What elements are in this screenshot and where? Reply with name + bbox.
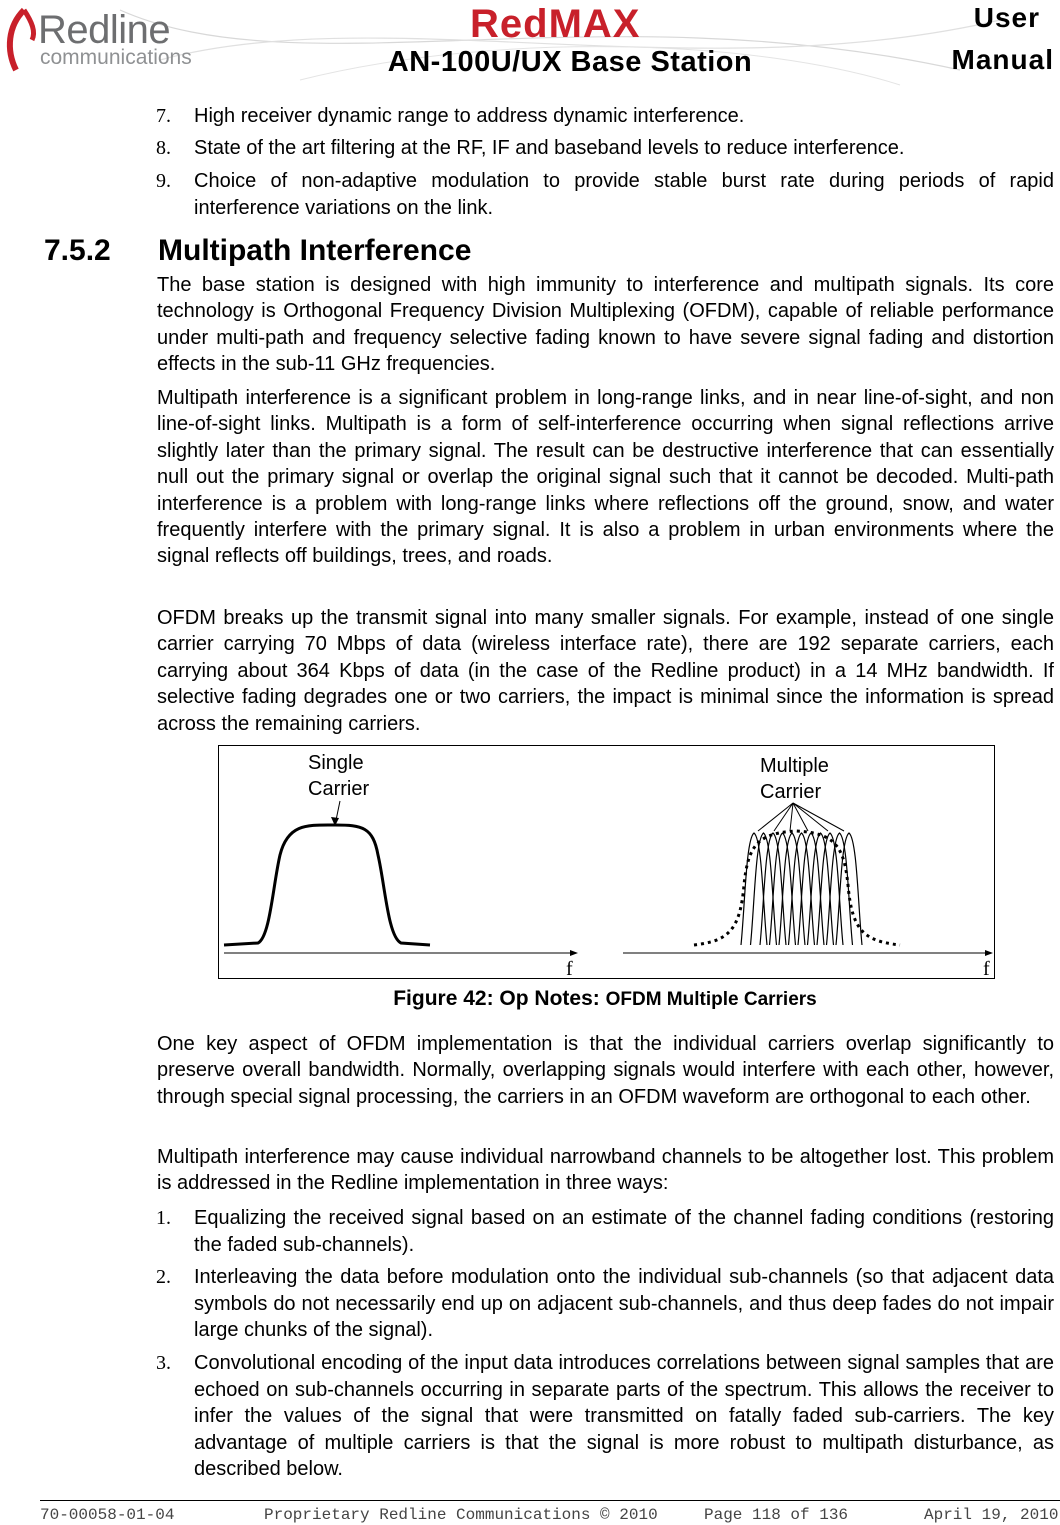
list-item [156, 1205, 1054, 1258]
body-paragraph: The base station is designed with high immunity to interference and multipath signals. Its core technology is Orthogonal Frequency Division Multiplexing (OFDM), capable of reliable performance under multi-path and frequency selective fading known to have severe signal fading and distortion effects in the sub-11 GHz frequencies. [157, 274, 1054, 376]
page-header [0, 0, 1060, 96]
section-number: 7.5.2 [44, 234, 111, 267]
list-text: Convolutional encoding of the input data introduces correlations between signal samples that are echoed on sub-channels occurring in separate parts of the spectrum. This allows the receiver to infer the values of the signal that were transmitted on fatally faded sub-carriers. The key advantage of multiple carriers is that the signal is more robust to multipath disturbance, as described below. [194, 1352, 1054, 1480]
single-carrier-label-1: Single [308, 752, 364, 774]
list-item [156, 135, 1054, 162]
redline-logo-mark-icon [2, 6, 42, 76]
right-axis-label: f [983, 958, 990, 979]
list-text: High receiver dynamic range to address dynamic interference. [194, 105, 745, 127]
body-paragraph: OFDM breaks up the transmit signal into many smaller signals. For example, instead of one single carrier carrying 70 Mbps of data (wireless interface rate), there are 192 separate carriers, each carrying about 364 Kbps of data (in the case of the Redline product) in a 14 MHz bandwidth. If selective fading degrades one or two carriers, the impact is minimal since the information is spread across the remaining carriers. [157, 607, 1054, 735]
list-text: Choice of non-adaptive modulation to provide stable burst rate during periods of rapid interference variations on the link. [194, 170, 1054, 219]
list-number: 9. [156, 170, 171, 192]
single-carrier-label-2: Carrier [308, 778, 370, 800]
body-paragraph: Multipath interference is a significant problem in long-range links, and in near line-of-sight, and non line-of-sight links. Multipath is a form of self-interference occurring when signal reflections arrive slightly later than the primary signal. The result can be destructive interference that can essentially null out the primary signal or overlap the original signal such that it cannot be decoded. Multi-path interference is a problem with long-range links where reflections off the ground, snow, and water frequently interfere with the primary signal. It is also a problem in urban environments where the signal reflects off buildings, trees, and roads. [157, 387, 1054, 568]
brand-name: RedMAX [470, 2, 641, 46]
body-paragraph: Multipath interference may cause individual narrowband channels to be altogether lost. This problem is addressed in the Redline implementation in three ways: [157, 1146, 1054, 1195]
caption-prefix: Figure 42: Op Notes: [393, 987, 606, 1010]
footer-doc-id: 70-00058-01-04 [40, 1506, 175, 1524]
figure-caption [0, 987, 1060, 1011]
list-number: 2. [156, 1266, 171, 1288]
list-item [156, 1350, 1054, 1483]
list-item [156, 103, 1054, 130]
ofdm-diagram [218, 745, 995, 979]
multi-carrier-label-1: Multiple [760, 755, 829, 777]
left-axis-label: f [566, 958, 573, 979]
footer-date: April 19, 2010 [924, 1506, 1059, 1524]
section-title: Multipath Interference [158, 234, 472, 267]
product-name: AN-100U/UX Base Station [387, 46, 753, 78]
manual-title-line2: Manual [951, 44, 1054, 75]
list-item [156, 168, 1054, 221]
list-number: 3. [156, 1352, 171, 1374]
list-number: 1. [156, 1207, 171, 1229]
list-text: State of the art filtering at the RF, IF and baseband levels to reduce interference. [194, 137, 905, 159]
ofdm-figure [218, 745, 995, 979]
list-text: Equalizing the received signal based on an estimate of the channel fading conditions (restoring the faded sub-channels). [194, 1207, 1054, 1256]
manual-title-line1: User [973, 2, 1040, 33]
list-text: Interleaving the data before modulation onto the individual sub-channels (so that adjacent data symbols do not necessarily end up on adjacent sub-channels, and thus deep fades do not impair large chunks of the signal). [194, 1266, 1054, 1341]
footer-page-number: Page 118 of 136 [704, 1506, 849, 1524]
footer-copyright: Proprietary Redline Communications © 2010 [264, 1506, 658, 1524]
caption-title: OFDM Multiple Carriers [605, 989, 817, 1010]
list-number: 7. [156, 105, 171, 127]
body-paragraph: One key aspect of OFDM implementation is that the individual carriers overlap significantly to preserve overall bandwidth. Normally, overlapping signals would interfere with each other, however, through special signal processing, the carriers in an OFDM waveform are orthogonal to each other. [157, 1033, 1054, 1108]
logo-subword: communications [40, 46, 192, 69]
list-item [156, 1264, 1054, 1344]
list-number: 8. [156, 137, 171, 159]
redline-logo [2, 6, 202, 76]
page-footer [40, 1500, 1060, 1525]
logo-word: Redline [38, 8, 171, 52]
multi-carrier-label-2: Carrier [760, 781, 822, 803]
